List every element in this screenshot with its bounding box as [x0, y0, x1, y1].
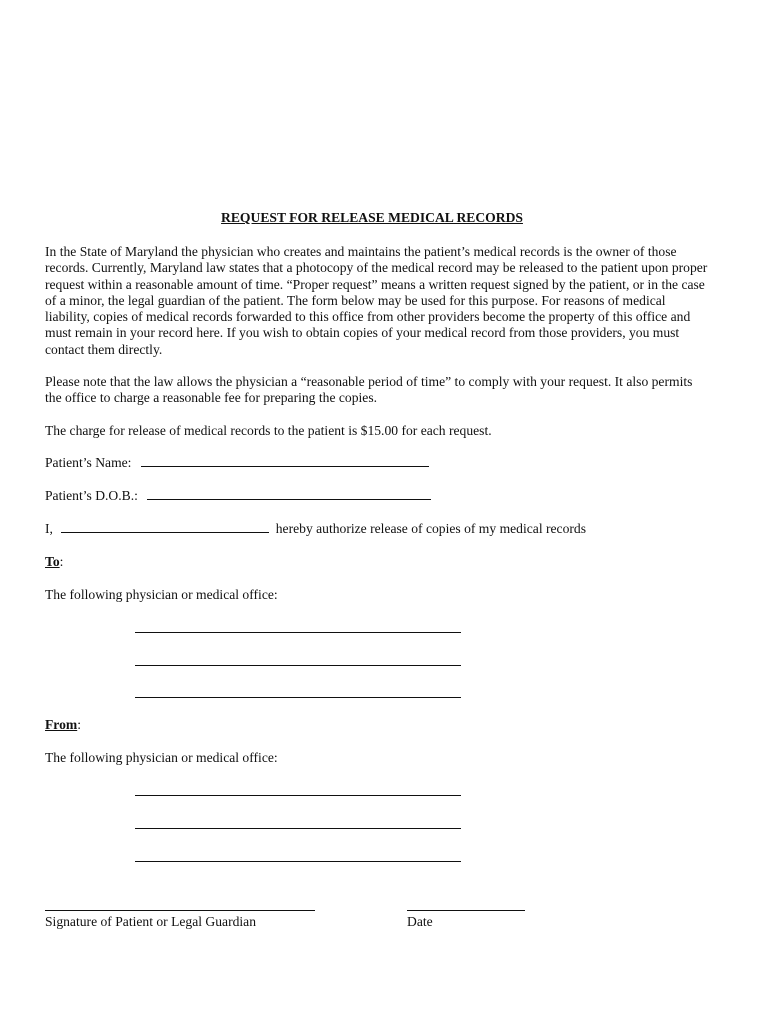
to-heading: To — [45, 554, 60, 569]
patient-dob-row — [45, 488, 431, 504]
date-label: Date — [407, 914, 433, 929]
authorize-row — [45, 521, 586, 537]
form-title: REQUEST FOR RELEASE MEDICAL RECORDS — [221, 210, 523, 225]
from-label: The following physician or medical office: — [45, 750, 278, 765]
to-heading-row — [45, 554, 63, 570]
from-office-line-2[interactable] — [135, 828, 461, 829]
authorizer-name-field[interactable] — [61, 521, 269, 533]
from-heading: From — [45, 717, 78, 732]
date-line[interactable] — [407, 910, 525, 911]
to-label: The following physician or medical office: — [45, 587, 278, 602]
intro-paragraph: In the State of Maryland the physician who creates and maintains the patient’s medical records is the owner of those records. Currently, Maryland law states that a photocopy of the medical record may be released to the patient upon proper request within a reasonable amount of time. “Proper request” means a written request signed by the patient, or in the case of a minor, the legal guardian of the patient. The form below may be used for this purpose. For reasons of medical liability, copies of medical records forwarded to this office from other providers become the property of this office and must remain in your record here. If you wish to obtain copies of your medical record from those providers, you must contact them directly. — [45, 244, 708, 357]
signature-label: Signature of Patient or Legal Guardian — [45, 914, 257, 929]
patient-name-label: Patient’s Name: — [45, 455, 132, 470]
patient-dob-label: Patient’s D.O.B.: — [45, 488, 138, 503]
patient-dob-field[interactable] — [147, 488, 431, 500]
from-office-line-3[interactable] — [135, 861, 461, 862]
authorize-suffix: hereby authorize release of copies of my medical records — [275, 521, 586, 536]
signature-line[interactable] — [45, 910, 315, 911]
to-office-line-3[interactable] — [135, 697, 461, 698]
from-heading-row — [45, 717, 81, 733]
patient-name-row — [45, 455, 429, 471]
to-heading-colon: : — [59, 554, 64, 569]
from-office-line-1[interactable] — [135, 795, 461, 796]
patient-name-field[interactable] — [141, 455, 429, 467]
authorize-prefix: I, — [45, 521, 53, 536]
charge-paragraph: The charge for release of medical records to the patient is $15.00 for each request. — [45, 423, 492, 438]
from-heading-colon: : — [77, 717, 81, 732]
to-office-line-2[interactable] — [135, 665, 461, 666]
to-office-line-1[interactable] — [135, 632, 461, 633]
reasonable-time-paragraph: Please note that the law allows the physician a “reasonable period of time” to comply with your request. It also permits the office to charge a reasonable fee for preparing the copies. — [45, 374, 693, 406]
